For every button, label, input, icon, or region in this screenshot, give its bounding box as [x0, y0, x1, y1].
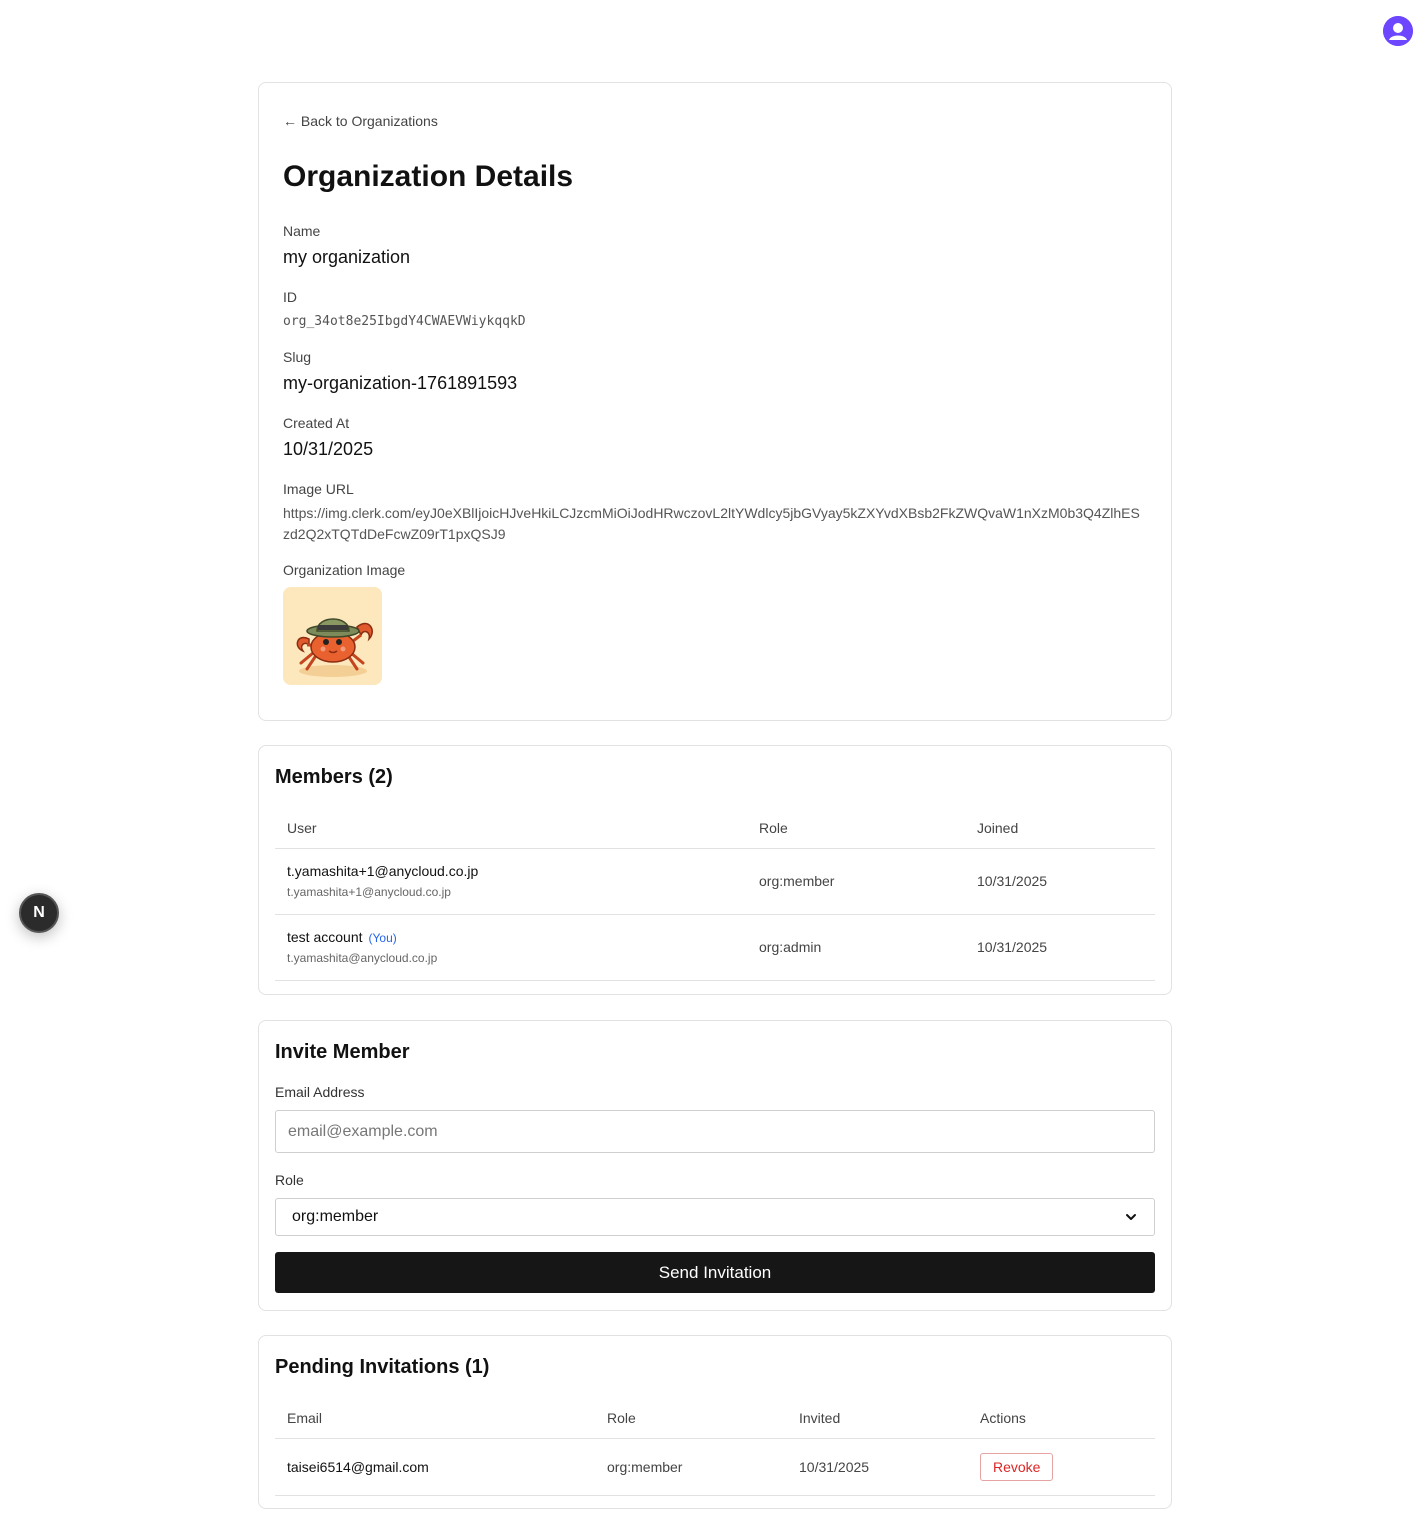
name-value: my organization [283, 247, 411, 267]
column-header-actions: Actions [968, 1398, 1155, 1438]
image-url-label: Image URL [283, 481, 354, 497]
column-header-user: User [275, 808, 747, 848]
table-row [275, 1438, 1155, 1495]
pending-invitations-table [275, 1398, 1155, 1496]
id-field [283, 289, 1147, 329]
chevron-down-icon [1124, 1210, 1138, 1224]
send-invitation-button[interactable]: Send Invitation [275, 1252, 1155, 1293]
image-url-value: https://img.clerk.com/eyJ0eXBlIjoicHJveHkiLCJzcmMiOiJodHRwczovL2ltYWdlcy5jbGVyay5kZXYvdXBsb2FkZWQvaW1nXzM0b3Q4ZlhESzd2Q2xTQTdDeFcwZ09rT1pxQSJ9 [283, 505, 1140, 542]
slug-label: Slug [283, 349, 312, 365]
column-header-joined: Joined [965, 808, 1155, 848]
revoke-button[interactable]: Revoke [980, 1453, 1053, 1481]
back-to-organizations-link[interactable]: ← Back to Organizations [283, 113, 438, 129]
name-field [283, 223, 1147, 268]
members-card [258, 745, 1172, 995]
name-label: Name [283, 223, 321, 239]
invitation-role: org:member [595, 1438, 787, 1495]
members-title: Members (2) [275, 766, 393, 788]
email-address-label: Email Address [275, 1084, 365, 1100]
role-select-value: org:member [292, 1208, 379, 1225]
page-title: Organization Details [283, 160, 574, 193]
pending-invitations-card [258, 1335, 1172, 1509]
role-label: Role [275, 1172, 304, 1188]
column-header-invited: Invited [787, 1398, 968, 1438]
nextjs-dev-badge[interactable] [19, 893, 59, 933]
you-badge: (You) [368, 931, 397, 945]
member-user-cell [275, 848, 747, 914]
members-table [275, 808, 1155, 981]
created-at-label: Created At [283, 415, 350, 431]
invite-member-title: Invite Member [275, 1041, 410, 1063]
members-table-header [275, 808, 1155, 848]
member-email: t.yamashita+1@anycloud.co.jp [287, 885, 451, 899]
column-header-email: Email [275, 1398, 595, 1438]
id-label: ID [283, 289, 297, 305]
organization-image-label: Organization Image [283, 562, 406, 578]
organization-details-card [258, 82, 1172, 721]
invitation-actions [968, 1438, 1155, 1495]
table-row [275, 848, 1155, 914]
member-name: t.yamashita+1@anycloud.co.jp [287, 863, 479, 879]
role-select[interactable] [275, 1198, 1155, 1236]
table-row [275, 914, 1155, 980]
member-email: t.yamashita@anycloud.co.jp [287, 951, 438, 965]
member-joined: 10/31/2025 [965, 914, 1155, 980]
member-name: test account [287, 929, 363, 945]
slug-value: my-organization-1761891593 [283, 373, 518, 393]
invitation-date: 10/31/2025 [787, 1438, 968, 1495]
organization-image-crab-icon [283, 587, 382, 685]
member-user-cell [275, 914, 747, 980]
member-role: org:admin [747, 914, 965, 980]
created-at-field [283, 415, 1147, 460]
nextjs-logo-icon: N [33, 904, 45, 921]
member-role: org:member [747, 848, 965, 914]
organization-image-field [283, 562, 1147, 685]
pending-invitations-title: Pending Invitations (1) [275, 1356, 490, 1378]
image-url-field [283, 481, 1147, 545]
column-header-role: Role [595, 1398, 787, 1438]
invite-member-card [258, 1020, 1172, 1311]
user-avatar-icon[interactable] [1383, 16, 1413, 46]
member-joined: 10/31/2025 [965, 848, 1155, 914]
email-input[interactable] [275, 1110, 1155, 1153]
pending-table-header [275, 1398, 1155, 1438]
id-value: org_34ot8e25IbgdY4CWAEVWiykqqkD [283, 314, 526, 329]
slug-field [283, 349, 1147, 394]
column-header-role: Role [747, 808, 965, 848]
created-at-value: 10/31/2025 [283, 439, 374, 459]
invitation-email: taisei6514@gmail.com [275, 1438, 595, 1495]
